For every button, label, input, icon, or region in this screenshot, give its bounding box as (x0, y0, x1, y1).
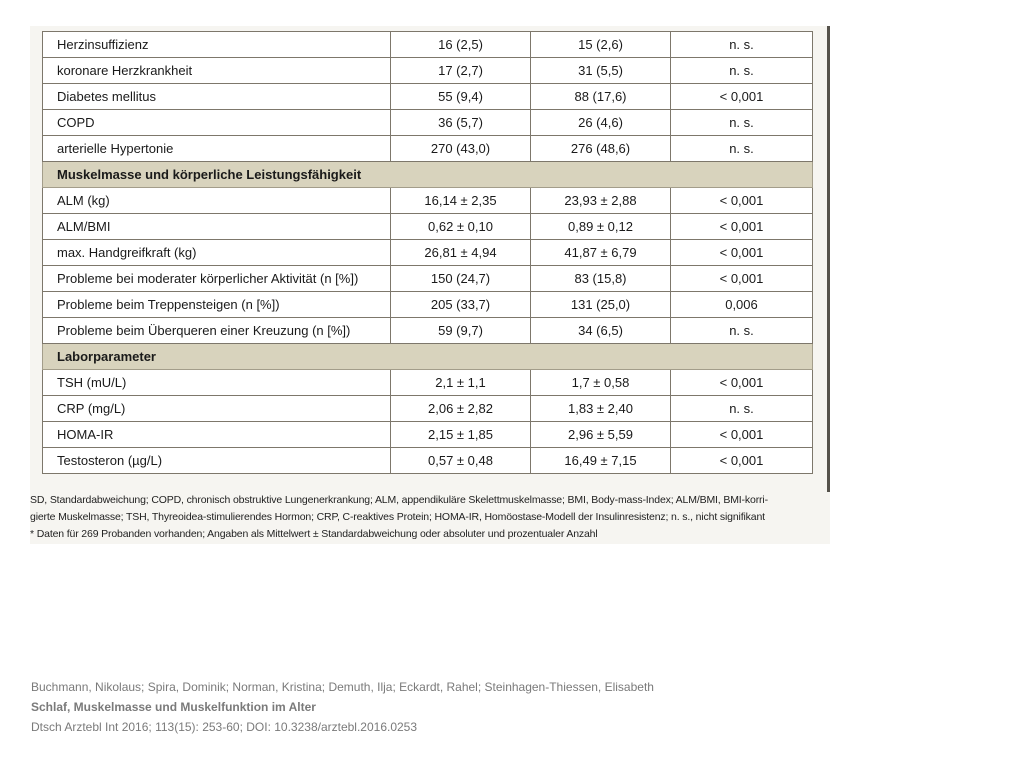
table-row (43, 32, 813, 58)
row-label: Testosteron (µg/L) (43, 448, 391, 474)
value-group-2: 83 (15,8) (531, 266, 671, 292)
table-row (43, 188, 813, 214)
row-label: Herzinsuffizienz (43, 32, 391, 58)
value-group-1: 55 (9,4) (391, 84, 531, 110)
p-value: n. s. (671, 318, 813, 344)
value-group-1: 2,15 ± 1,85 (391, 422, 531, 448)
value-group-2: 276 (48,6) (531, 136, 671, 162)
value-group-1: 16 (2,5) (391, 32, 531, 58)
row-label: TSH (mU/L) (43, 370, 391, 396)
value-group-1: 2,06 ± 2,82 (391, 396, 531, 422)
p-value: < 0,001 (671, 84, 813, 110)
table-row (43, 214, 813, 240)
row-label: Probleme beim Überqueren einer Kreuzung (n [%]) (43, 318, 391, 344)
table-row (43, 448, 813, 474)
table-figure (30, 26, 830, 544)
value-group-1: 59 (9,7) (391, 318, 531, 344)
section-header-row (43, 344, 813, 370)
p-value: < 0,001 (671, 422, 813, 448)
value-group-1: 16,14 ± 2,35 (391, 188, 531, 214)
table-row (43, 266, 813, 292)
row-label: ALM (kg) (43, 188, 391, 214)
section-header: Muskelmasse und körperliche Leistungsfähigkeit (43, 162, 813, 188)
row-label: max. Handgreifkraft (kg) (43, 240, 391, 266)
table-row (43, 396, 813, 422)
footnote-line: gierte Muskelmasse; TSH, Thyreoidea-stimulierendes Hormon; CRP, C-reaktives Protein; HOMA-IR, Homöostase-Modell der Insulinresistenz; n. s., nicht signifikant (30, 511, 765, 523)
value-group-2: 16,49 ± 7,15 (531, 448, 671, 474)
table-row (43, 292, 813, 318)
row-label: CRP (mg/L) (43, 396, 391, 422)
row-label: koronare Herzkrankheit (43, 58, 391, 84)
p-value: n. s. (671, 58, 813, 84)
table-row (43, 422, 813, 448)
data-table (42, 31, 813, 474)
table-row (43, 240, 813, 266)
footnote-line: * Daten für 269 Probanden vorhanden; Angaben als Mittelwert ± Standardabweichung oder absoluter und prozentualer Anzahl (30, 528, 598, 540)
value-group-1: 17 (2,7) (391, 58, 531, 84)
citation (31, 677, 931, 737)
table-panel (30, 26, 830, 492)
value-group-2: 31 (5,5) (531, 58, 671, 84)
table-row (43, 370, 813, 396)
row-label: ALM/BMI (43, 214, 391, 240)
value-group-1: 205 (33,7) (391, 292, 531, 318)
row-label: Probleme bei moderater körperlicher Aktivität (n [%]) (43, 266, 391, 292)
row-label: COPD (43, 110, 391, 136)
table-row (43, 136, 813, 162)
table-row (43, 84, 813, 110)
p-value: < 0,001 (671, 370, 813, 396)
p-value: < 0,001 (671, 266, 813, 292)
row-label: Diabetes mellitus (43, 84, 391, 110)
row-label: arterielle Hypertonie (43, 136, 391, 162)
p-value: < 0,001 (671, 188, 813, 214)
value-group-1: 270 (43,0) (391, 136, 531, 162)
section-header-row (43, 162, 813, 188)
footnotes (30, 492, 830, 544)
value-group-2: 34 (6,5) (531, 318, 671, 344)
section-header: Laborparameter (43, 344, 813, 370)
table-row (43, 318, 813, 344)
row-label: Probleme beim Treppensteigen (n [%]) (43, 292, 391, 318)
p-value: n. s. (671, 32, 813, 58)
value-group-1: 150 (24,7) (391, 266, 531, 292)
p-value: 0,006 (671, 292, 813, 318)
p-value: < 0,001 (671, 448, 813, 474)
p-value: < 0,001 (671, 214, 813, 240)
value-group-1: 0,62 ± 0,10 (391, 214, 531, 240)
citation-title: Schlaf, Muskelmasse und Muskelfunktion im Alter (31, 700, 316, 714)
value-group-1: 26,81 ± 4,94 (391, 240, 531, 266)
value-group-1: 0,57 ± 0,48 (391, 448, 531, 474)
value-group-2: 0,89 ± 0,12 (531, 214, 671, 240)
table-row (43, 58, 813, 84)
value-group-2: 15 (2,6) (531, 32, 671, 58)
value-group-2: 41,87 ± 6,79 (531, 240, 671, 266)
value-group-2: 2,96 ± 5,59 (531, 422, 671, 448)
footnote-line: SD, Standardabweichung; COPD, chronisch obstruktive Lungenerkrankung; ALM, appendikuläre Skelettmuskelmasse; BMI, Body-mass-Index; ALM/BMI, BMI-korri- (30, 494, 768, 506)
value-group-1: 2,1 ± 1,1 (391, 370, 531, 396)
value-group-2: 1,7 ± 0,58 (531, 370, 671, 396)
p-value: n. s. (671, 136, 813, 162)
value-group-2: 23,93 ± 2,88 (531, 188, 671, 214)
p-value: < 0,001 (671, 240, 813, 266)
citation-authors: Buchmann, Nikolaus; Spira, Dominik; Norman, Kristina; Demuth, Ilja; Eckardt, Rahel; Steinhagen-Thiessen, Elisabeth (31, 680, 654, 694)
p-value: n. s. (671, 396, 813, 422)
value-group-2: 131 (25,0) (531, 292, 671, 318)
value-group-1: 36 (5,7) (391, 110, 531, 136)
citation-source: Dtsch Arztebl Int 2016; 113(15): 253-60; DOI: 10.3238/arztebl.2016.0253 (31, 720, 418, 734)
value-group-2: 88 (17,6) (531, 84, 671, 110)
value-group-2: 26 (4,6) (531, 110, 671, 136)
table-body (43, 32, 813, 474)
row-label: HOMA-IR (43, 422, 391, 448)
table-row (43, 110, 813, 136)
p-value: n. s. (671, 110, 813, 136)
value-group-2: 1,83 ± 2,40 (531, 396, 671, 422)
